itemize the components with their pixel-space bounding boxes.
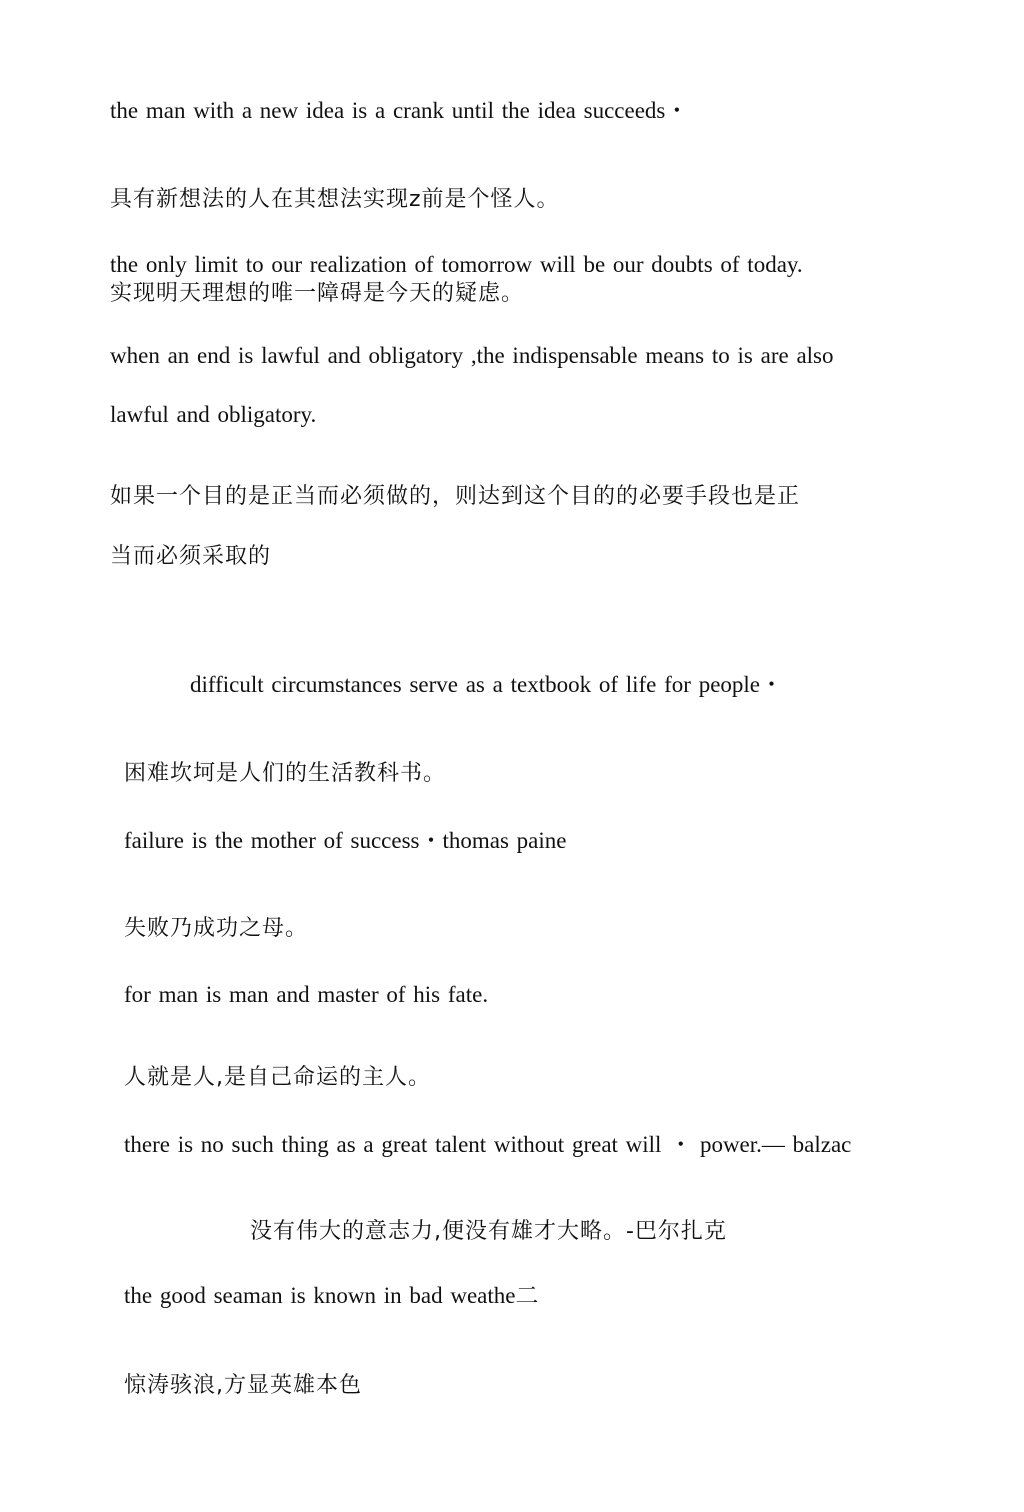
quote-english-6: for man is man and master of his fate. [124,982,489,1007]
quote-english-5: failure is the mother of success・thomas paine [124,828,567,853]
quote-chinese-6: 人就是人,是自己命运的主人。 [124,1065,431,1090]
quote-english-3-line-1: when an end is lawful and obligatory ,the indispensable means to is are also [110,343,834,368]
quote-english-3-line-2: lawful and obligatory. [110,402,317,427]
quote-chinese-3-line-2: 当而必须采取的 [110,544,272,569]
quote-chinese-5: 失败乃成功之母。 [124,916,309,941]
quote-english-2: the only limit to our realization of tomorrow will be our doubts of today. [110,252,803,277]
quote-english-1: the man with a new idea is a crank until the idea succeeds・ [110,98,689,123]
quote-chinese-7: 没有伟大的意志力,便没有雄才大略。-巴尔扎克 [250,1219,727,1244]
quote-chinese-1: 具有新想法的人在其想法实现z前是个怪人。 [110,187,560,212]
quote-english-8: the good seaman is known in bad weathe二 [124,1283,539,1308]
quote-english-7: there is no such thing as a great talent without great will ・ power.— balzac [124,1132,852,1157]
quote-chinese-4: 困难坎坷是人们的生活教科书。 [124,761,447,786]
quote-chinese-8: 惊涛骇浪,方显英雄本色 [124,1373,362,1398]
quote-chinese-2: 实现明天理想的唯一障碍是今天的疑虑。 [110,281,525,306]
quote-english-4: difficult circumstances serve as a textbook of life for people・ [190,672,784,697]
quote-chinese-3-line-1: 如果一个目的是正当而必须做的，则达到这个目的的必要手段也是正 [110,484,801,509]
